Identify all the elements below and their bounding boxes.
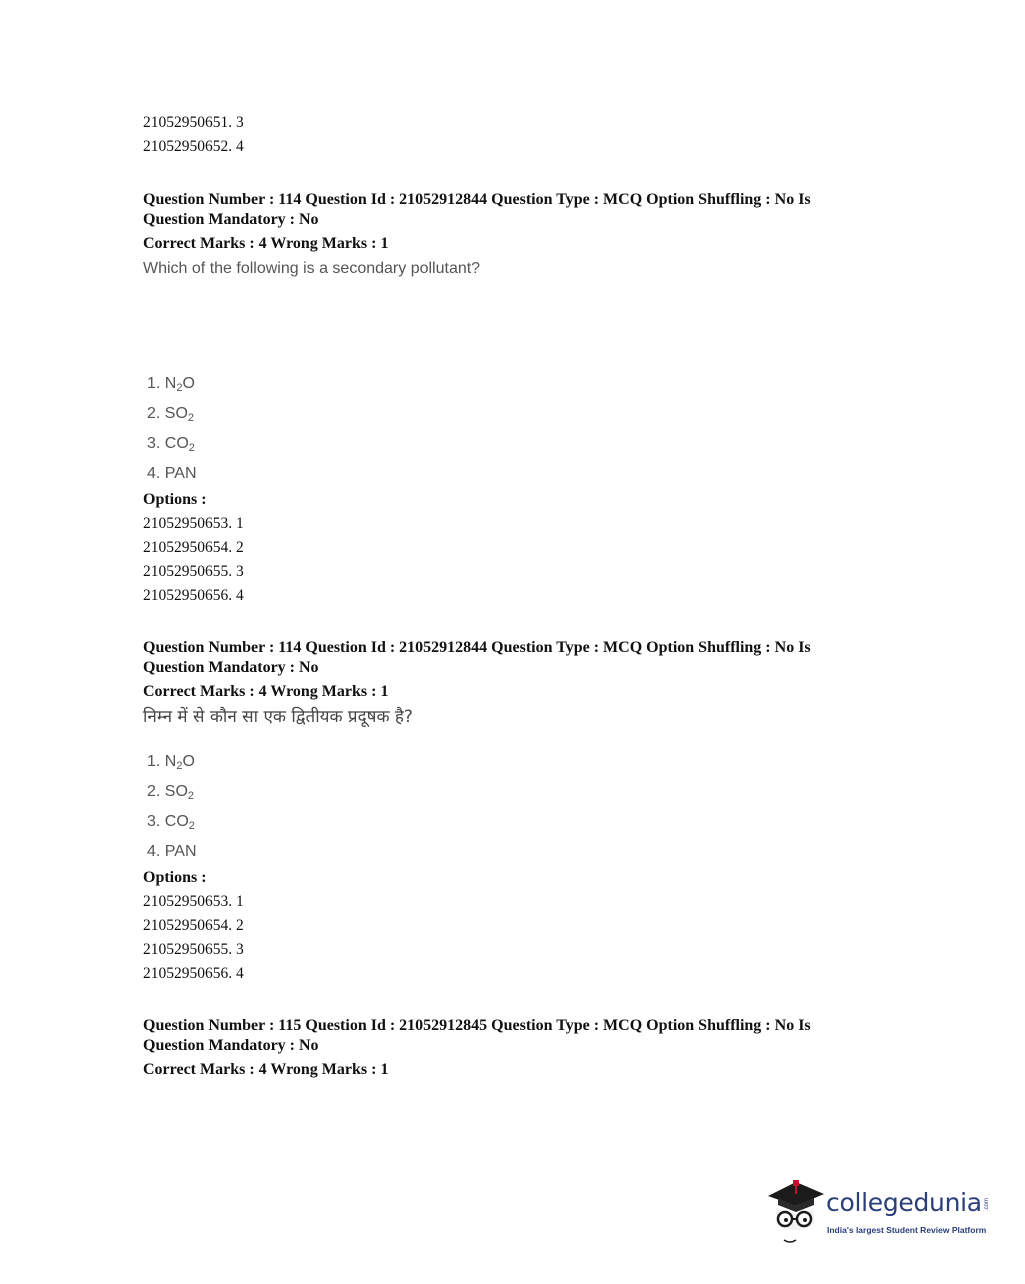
choice-item: 4. PAN — [147, 465, 197, 482]
logo-wordmark: collegedunia — [826, 1188, 982, 1217]
choice-item: 3. $CO_2$ — [147, 813, 195, 832]
question-marks: Correct Marks : 4 Wrong Marks : 1 — [143, 235, 389, 252]
question-header-line2: Question Mandatory : No — [143, 211, 319, 228]
choice-item: 2. $SO_2$ — [147, 405, 195, 424]
option-id-line: 21052950652. 4 — [143, 138, 244, 155]
collegedunia-logo — [766, 1176, 996, 1248]
options-label: Options : — [143, 869, 207, 886]
option-id-line: 21052950653. 1 — [143, 515, 244, 532]
option-id-line: 21052950653. 1 — [143, 893, 244, 910]
option-id-line: 21052950656. 4 — [143, 965, 244, 982]
option-id-line: 21052950654. 2 — [143, 917, 244, 934]
choice-list — [147, 749, 197, 865]
options-label: Options : — [143, 491, 207, 508]
question-header-line2: Question Mandatory : No — [143, 659, 319, 676]
question-header-line2: Question Mandatory : No — [143, 1037, 319, 1054]
question-marks: Correct Marks : 4 Wrong Marks : 1 — [143, 1061, 389, 1078]
question-text: Which of the following is a secondary pollutant? — [143, 260, 481, 277]
option-id-line: 21052950655. 3 — [143, 563, 244, 580]
option-id-line: 21052950654. 2 — [143, 539, 244, 556]
choice-list — [147, 371, 197, 487]
option-id-line: 21052950651. 3 — [143, 114, 244, 131]
question-marks: Correct Marks : 4 Wrong Marks : 1 — [143, 683, 389, 700]
choice-item: 3. $CO_2$ — [147, 435, 195, 454]
choice-item: 1. $N_2O$ — [147, 753, 195, 772]
question-header-line1: Question Number : 114 Question Id : 21052912844 Question Type : MCQ Option Shuffling : No Is — [143, 639, 811, 656]
mascot-icon — [766, 1176, 824, 1246]
question-block-115 — [143, 1016, 811, 1080]
question-block-114-en — [143, 190, 811, 278]
options-block — [143, 866, 244, 986]
question-header-line1: Question Number : 114 Question Id : 21052912844 Question Type : MCQ Option Shuffling : No Is — [143, 191, 811, 208]
choice-item: 2. $SO_2$ — [147, 783, 195, 802]
choice-item: 1. $N_2O$ — [147, 375, 195, 394]
question-header-line1: Question Number : 115 Question Id : 21052912845 Question Type : MCQ Option Shuffling : No Is — [143, 1017, 811, 1034]
choice-item: 4. PAN — [147, 843, 197, 860]
question-block-114-hi — [143, 638, 811, 727]
question-text: निम्न में से कौन सा एक द्वितीयक प्रदूषक है? — [143, 707, 413, 727]
options-block — [143, 488, 244, 608]
logo-tagline: India's largest Student Review Platform — [827, 1225, 987, 1235]
option-id-line: 21052950655. 3 — [143, 941, 244, 958]
logo-dotcom: .com — [984, 1198, 990, 1212]
option-id-line: 21052950656. 4 — [143, 587, 244, 604]
